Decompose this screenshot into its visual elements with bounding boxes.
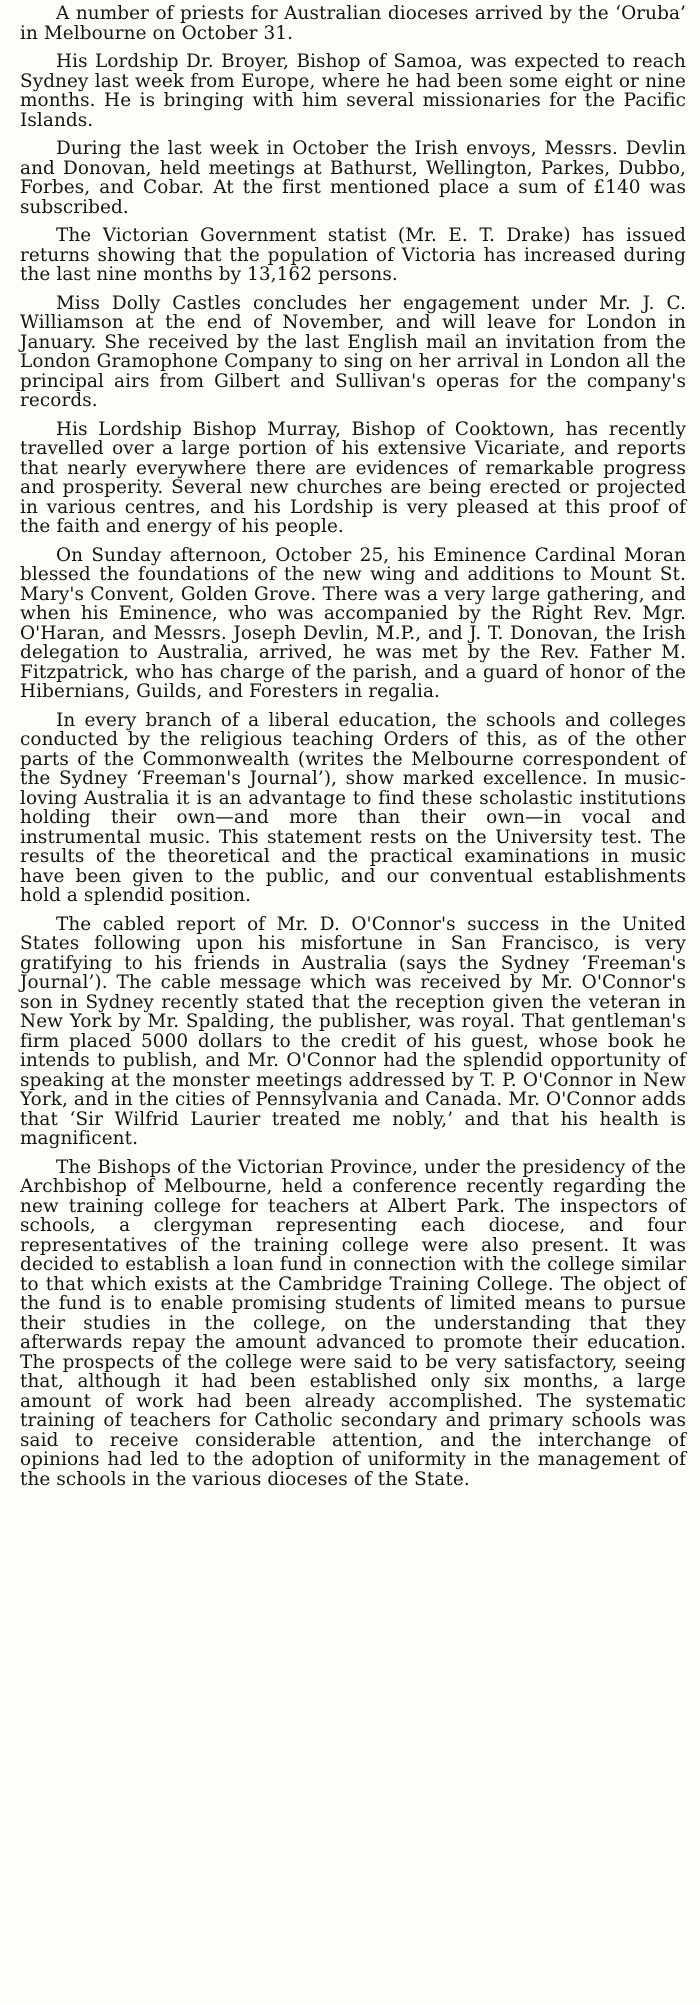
- news-item-priests-arrival: A number of priests for Australian dioceses arrived by the ‘Oruba’ in Melbourne on October 31.: [20, 3, 686, 44]
- news-item-bishop-murray: His Lordship Bishop Murray, Bishop of Cooktown, has recently travelled over a large portion of his extensive Vicariate, and reports that nearly everywhere there are evidences of remarkable progress and prosperity. Several new churches are being erected or projected in various centres, and his Lordship is very pleased at this proof of the faith and energy of his people.: [20, 418, 686, 537]
- news-item-oconnor-success: The cabled report of Mr. D. O'Connor's success in the United States following upon his misfortune in San Francisco, is very gratifying to his friends in Australia (says the Sydney ‘Freeman's Journal’). The cable message which was received by Mr. O'Connor's son in Sydney recently stated that the reception given the veteran in New York by Mr. Spalding, the publisher, was royal. That gentleman's firm placed 5000 dollars to the credit of his guest, whose book he intends to publish, and Mr. O'Connor had the splendid opportunity of speaking at the monster meetings addressed by T. P. O'Connor in New York, and in the cities of Pennsylvania and Canada. Mr. O'Connor adds that ‘Sir Wilfrid Laurier treated me nobly,’ and that his health is magnificent.: [20, 913, 686, 1149]
- news-item-victorian-statist: The Victorian Government statist (Mr. E. T. Drake) has issued returns showing that the population of Victoria has increased during the last nine months by 13,162 persons.: [20, 225, 686, 285]
- news-item-golden-grove-convent: On Sunday afternoon, October 25, his Eminence Cardinal Moran blessed the foundations of the new wing and additions to Mount St. Mary's Convent, Golden Grove. There was a very large gathering, and when his Eminence, who was accompanied by the Right Rev. Mgr. O'Haran, and Messrs. Joseph Devlin, M.P., and J. T. Donovan, the Irish delegation to Australia, arrived, he was met by the Rev. Father M. Fitzpatrick, who has charge of the parish, and a guard of honor of the Hibernians, Guilds, and Foresters in regalia.: [20, 544, 686, 702]
- news-item-bishop-samoa: His Lordship Dr. Broyer, Bishop of Samoa, was expected to reach Sydney last week from Europe, where he had been some eight or nine months. He is bringing with him several missionaries for the Pacific Islands.: [20, 51, 686, 131]
- news-item-irish-envoys: During the last week in October the Irish envoys, Messrs. Devlin and Donovan, held meetings at Bathurst, Wellington, Parkes, Dubbo, Forbes, and Cobar. At the first mentioned place a sum of £140 was subscribed.: [20, 138, 686, 218]
- news-item-training-college: The Bishops of the Victorian Province, under the presidency of the Archbishop of Melbourne, held a conference recently regarding the new training college for teachers at Albert Park. The inspectors of schools, a clergyman representing each diocese, and four representatives of the training college were also present. It was decided to establish a loan fund in connection with the college similar to that which exists at the Cambridge Training College. The object of the fund is to enable promising students of limited means to pursue their studies in the college, on the understanding that they afterwards repay the amount advanced to promote their education. The prospects of the college were said to be very satisfactory, seeing that, although it had been established only six months, a large amount of work had been already accomplished. The systematic training of teachers for Catholic secondary and primary schools was said to receive considerable attention, and the interchange of opinions had led to the adoption of uniformity in the management of the schools in the various dioceses of the State.: [20, 1156, 686, 1490]
- news-item-dolly-castles: Miss Dolly Castles concludes her engagement under Mr. J. C. Williamson at the end of November, and will leave for London in January. She received by the last English mail an invitation from the London Gramophone Company to sing on her arrival in London all the principal airs from Gilbert and Sullivan's operas for the company's records.: [20, 292, 686, 411]
- news-item-religious-education: In every branch of a liberal education, the schools and colleges conducted by the religious teaching Orders of this, as of the other parts of the Commonwealth (writes the Melbourne correspondent of the Sydney ‘Freeman's Journal’), show marked excellence. In music-loving Australia it is an advantage to find these scholastic institutions holding their own—and more than their own—in vocal and instrumental music. This statement rests on the University test. The results of the theoretical and the practical examinations in music have been given to the public, and our conventual establishments hold a splendid position.: [20, 709, 686, 906]
